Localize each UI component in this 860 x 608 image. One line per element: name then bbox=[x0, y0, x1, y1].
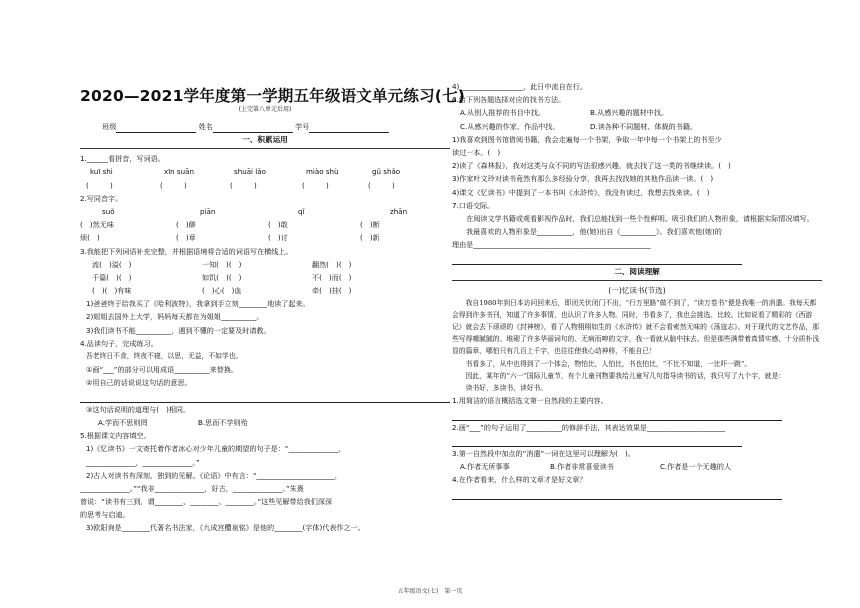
rq1-label: 1.用简洁的语言概括选文第一自然段的主要内容。 bbox=[452, 396, 608, 406]
q5-item-1b[interactable]: ______________，______________。” bbox=[86, 457, 200, 467]
reading-title: (一)忆读书(节选) bbox=[608, 285, 666, 295]
q2-item[interactable]: ( )新 bbox=[360, 233, 380, 243]
name-field[interactable] bbox=[213, 123, 293, 133]
q4-options bbox=[80, 416, 450, 429]
q3-row bbox=[80, 258, 450, 271]
student-info-line bbox=[80, 120, 450, 133]
q5-item-2[interactable]: 2)古人对读书有深刻、独到的见解。《论语》中有言：“______________________， bbox=[86, 470, 342, 480]
answer-line[interactable] bbox=[452, 434, 822, 447]
name-label: 姓名 bbox=[198, 122, 213, 131]
q3-item[interactable]: 如饥( )( ) bbox=[202, 272, 242, 282]
q6-item-3[interactable]: 3)作家叶文玲对读书竟然有那么多经验分享，我再去找找她的其他作品读一读。( ) bbox=[452, 174, 714, 184]
page-subtitle: (上完第八单元后用) bbox=[238, 106, 292, 113]
q2-item[interactable]: ( )断 bbox=[360, 220, 380, 230]
pinyin-3: shuāi lǎo bbox=[234, 167, 266, 177]
q2-row bbox=[80, 231, 450, 244]
passage-paragraph-4: 读书好，多读书，读好书。 bbox=[465, 384, 548, 393]
left-column bbox=[80, 120, 450, 535]
q6-item-4[interactable]: 4)课文《忆读书》中提到了一本书叫《水浒传》，我没有读过，我想去找来读。( ) bbox=[452, 187, 710, 197]
q5-item-2b[interactable]: ______________。”“我非______________，好古，______________。”朱熹 bbox=[80, 483, 304, 493]
q6-item-2[interactable]: 2)读了《森林报》，我对这类与众不同的写法很感兴趣，就去找了这一类的书继续读。( ) bbox=[452, 161, 731, 171]
q4-option-a[interactable]: A.学而不思则罔 bbox=[98, 417, 148, 427]
q4-quote: 吾老终日不食，终夜不寝，以思，无益，不如学也。 bbox=[86, 352, 243, 360]
q6-label: 6.给下列各题选择对应的找书方法。 bbox=[452, 95, 566, 105]
answer-box[interactable]: ( ) bbox=[86, 180, 113, 190]
q4-part-a[interactable]: ①画“___”的部分可以用成语__________来替换。 bbox=[86, 365, 239, 375]
page-title: 2020—2021学年度第一学期五年级语文单元练习(七) bbox=[80, 87, 466, 105]
q2-item[interactable]: ( )僻 bbox=[176, 220, 196, 230]
rq3-label[interactable]: 3.第一自然段中加点的“消遣”一词在这里可以理解为( )。 bbox=[452, 449, 635, 459]
section-title-part2: 二、阅读理解 bbox=[614, 266, 660, 276]
q3-item[interactable]: 翻然( )( ) bbox=[312, 259, 352, 269]
q4-option-b[interactable]: B.思而不学则殆 bbox=[198, 417, 248, 427]
answer-brackets-row bbox=[80, 179, 450, 192]
q2-item[interactable]: ( )然无味 bbox=[80, 220, 114, 230]
q2-item[interactable]: 烦( ) bbox=[80, 233, 100, 243]
q2-pinyin: qǐ bbox=[298, 206, 305, 216]
number-label: 学号 bbox=[295, 122, 310, 131]
pinyin-2: xīn suān bbox=[164, 167, 194, 177]
divider bbox=[80, 148, 450, 149]
answer-box[interactable]: ( ) bbox=[302, 180, 329, 190]
passage-paragraph-3: 因此，某年的“六一”国际儿童节，有个儿童刊物要我给儿童写几句指导读书的话，我只写了九个字，就是： bbox=[465, 371, 786, 380]
pinyin-1: kuī shì bbox=[90, 167, 113, 177]
q5-item-2c[interactable]: 曾说：“读书有三到，谓________、________、________。”这些见解带给我们深深 bbox=[80, 497, 333, 507]
q3-item[interactable]: 不( )而( ) bbox=[312, 272, 352, 282]
answer-line[interactable] bbox=[80, 390, 450, 403]
q3-item[interactable]: 流( )溢( ) bbox=[92, 259, 132, 269]
q2-item[interactable]: ( )讨 bbox=[268, 233, 288, 243]
q5-item-3[interactable]: 3)欧阳询是________代著名书法家，《九成宫醴泉铭》是他的________(字体)代表作之一。 bbox=[86, 523, 365, 533]
number-field[interactable] bbox=[309, 123, 389, 133]
q3-sentence-2[interactable]: 2)姐姐去国外上大学，妈妈每天都在为姐姐__________。 bbox=[86, 312, 264, 322]
passage-paragraph-2: 书看多了，从中也得到了一个体会，物怕比，人怕比，书也怕比，“不比不知道，一比吓一跳”。 bbox=[465, 359, 752, 368]
reading-passage bbox=[452, 297, 822, 395]
q3-item[interactable]: ( )( )有味 bbox=[92, 286, 132, 296]
q2-pinyin-row bbox=[80, 205, 450, 218]
q3-item[interactable]: 一知( )( ) bbox=[202, 259, 242, 269]
class-label: 班级 bbox=[102, 122, 117, 131]
q3-item[interactable]: 千篇( )( ) bbox=[92, 272, 132, 282]
q7-fill[interactable]: 我最喜欢的人物形象是__________，他(她)出自《__________》。我们喜欢他(她)的 bbox=[466, 227, 722, 237]
q3-label: 3.我能把下列词语补充完整，并根据语境将合适的词语写在横线上。 bbox=[80, 246, 293, 256]
q2-pinyin: zhān bbox=[390, 206, 408, 216]
q6-option-c: C.从感兴趣的作家、作品中找。 bbox=[460, 121, 560, 131]
pinyin-5: gǔ shǎo bbox=[372, 167, 401, 177]
q2-label: 2.写同音字。 bbox=[80, 193, 123, 203]
q3-item[interactable]: 牵( )挂( ) bbox=[312, 286, 352, 296]
q2-pinyin: piān bbox=[200, 206, 216, 216]
q4-part-b: ②用自己的话说说这句话的意思。 bbox=[86, 378, 192, 388]
rq4-label: 4.在作者看来，什么样的文章才是好文章？ bbox=[452, 475, 587, 485]
q6-option-b: B.从感兴趣的题材中找。 bbox=[590, 108, 669, 118]
answer-line[interactable] bbox=[452, 487, 822, 500]
answer-box[interactable]: ( ) bbox=[368, 180, 395, 190]
q5-item-2d: 的思考与启迪。 bbox=[80, 510, 130, 520]
rq3-option-b[interactable]: B.作者非常喜爱读书 bbox=[550, 462, 614, 472]
passage-paragraph-1: 我自1980年到日本访问回来后，即闭关伏闭门不出，“行万里路”做不到了，“读万卷书”便是我唯一的消遣。我每天都会得到许多书刊，知道了许多事情，也认识了许多人物。同时，书看多了，我也会挑选、比较。比如说看了精彩的《西游记》就会去下顽顽的《封神榜》，看了人物栩栩如生的《水浒传》就不会看索然无味的《荡寇志》。对于现代的文艺作品，那些写得噱腻腻的、堆砌了许多华丽词句的、无病而呻的文字，我一看就从脑中抹去。但是那些满带着真情实感、十分质朴浅显的篇章，哪怕只有几百上千字，也往往使我心动神移，不能自已！ bbox=[452, 298, 820, 356]
q2-item[interactable]: ( )敢 bbox=[268, 220, 288, 230]
answer-line[interactable] bbox=[452, 407, 822, 420]
rq3-options bbox=[452, 460, 822, 473]
q7-text: 在阅读文学书籍或观看影视作品时，我们总能找到一些个性鲜明、吸引我们的人物形象，请根据实际情况填写。 bbox=[466, 213, 814, 223]
class-field[interactable] bbox=[116, 123, 196, 133]
q4-part-c[interactable]: ③这句话说明的道理与( )相同。 bbox=[86, 404, 191, 414]
pinyin-4: miào shù bbox=[306, 167, 339, 177]
answer-box[interactable]: ( ) bbox=[230, 180, 257, 190]
q5-label: 5.根据课文内容填空。 bbox=[80, 431, 151, 441]
rq3-option-a[interactable]: A.作者无所事事 bbox=[460, 462, 510, 472]
answer-line[interactable] bbox=[452, 251, 822, 264]
q6-item-1b[interactable]: 读过一本。( ) bbox=[452, 147, 501, 157]
divider bbox=[452, 280, 822, 281]
q3-row bbox=[80, 284, 450, 297]
pinyin-row bbox=[80, 165, 450, 178]
q6-option-d: D.读各种不同题材、体裁的书籍。 bbox=[590, 121, 698, 131]
q3-sentence-1[interactable]: 1)爸爸终于给我买了《哈利波特》，我拿到手立刻________地读了起来。 bbox=[86, 299, 310, 309]
q7-label: 7.口语交际。 bbox=[452, 200, 495, 210]
q3-row bbox=[80, 271, 450, 284]
page-footer: 五年级语文(七) 第一页 bbox=[397, 588, 463, 595]
r-item-4[interactable]: 4)__________________，此日中流自在行。 bbox=[452, 82, 587, 91]
rq2-label[interactable]: 2.画“___”的句子运用了__________的修辞手法，其表达效果是______________________ bbox=[452, 422, 726, 432]
section-title-part1: 一、积累运用 bbox=[242, 135, 288, 145]
q3-item[interactable]: ( )心( )血 bbox=[202, 286, 242, 296]
q3-sentence-3[interactable]: 3)我们读书不能__________，遇到不懂的一定要及时请教。 bbox=[86, 325, 271, 335]
q6-option-a: A.从别人推荐的书目中找。 bbox=[460, 108, 546, 118]
right-column bbox=[452, 80, 822, 500]
q7-fill-2[interactable]: 理由是__________________________________________________ bbox=[452, 240, 651, 250]
answer-box[interactable]: ( ) bbox=[160, 180, 187, 190]
q2-row bbox=[80, 218, 450, 231]
q5-item-1[interactable]: 1)《忆读书》一文寄托着作者冰心对少年儿童的期望的句子是：“______________， bbox=[86, 444, 346, 454]
rq3-option-c[interactable]: C.作者是一个无趣的人 bbox=[660, 462, 732, 472]
q6-options-row bbox=[452, 120, 822, 133]
q2-pinyin: suǒ bbox=[102, 206, 115, 216]
q6-options-row bbox=[452, 106, 822, 119]
q2-item[interactable]: ( )章 bbox=[176, 233, 196, 243]
q6-item-1: 1)我喜欢到图书馆借阅书籍，我会走遍每一个书架，争取一年中每一个书架上的书至少 bbox=[452, 134, 722, 144]
q1-label: 1.______看拼音，写词语。 bbox=[80, 154, 165, 164]
q4-label: 4.品读句子，完成练习。 bbox=[80, 338, 158, 348]
